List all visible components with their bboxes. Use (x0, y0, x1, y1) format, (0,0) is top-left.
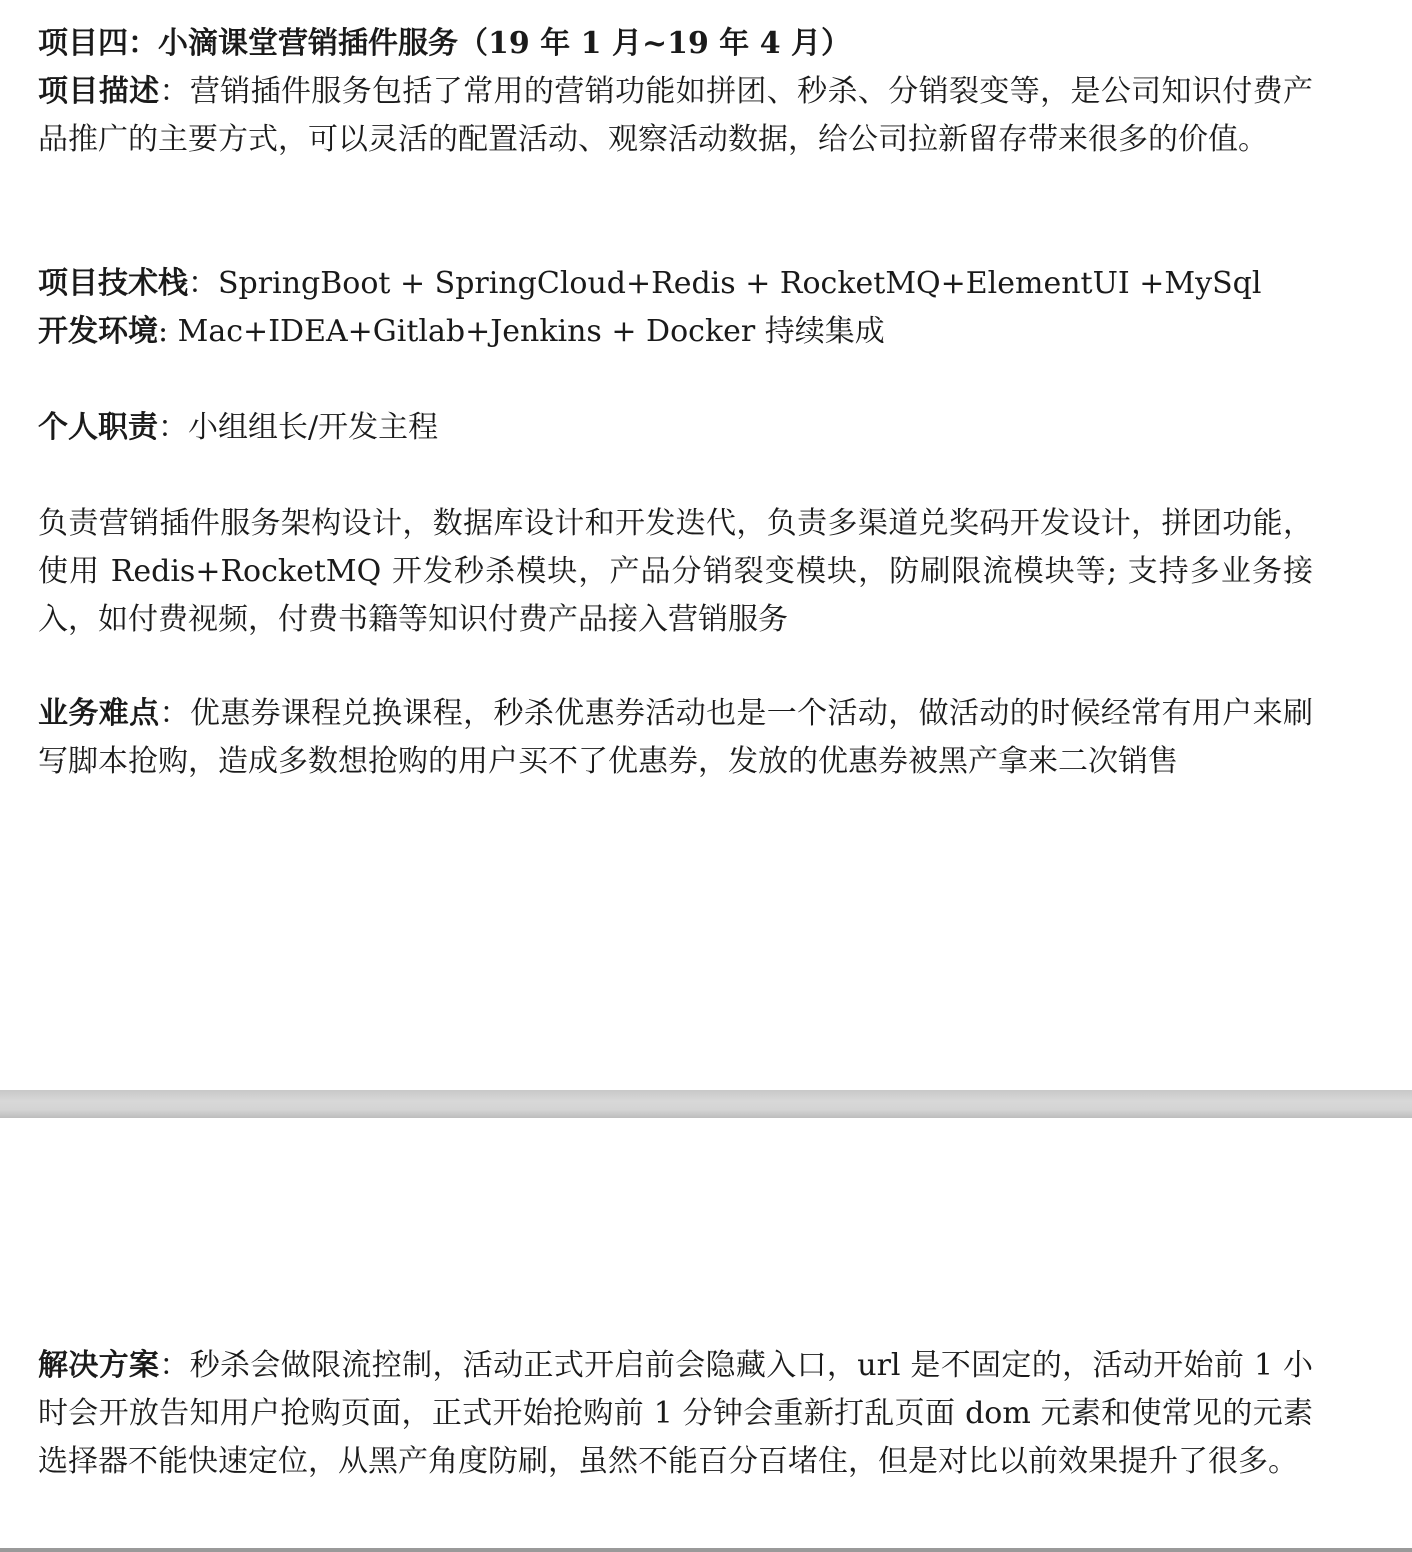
page-bottom-edge (0, 1548, 1412, 1552)
dev-environment-text: Mac+IDEA+Gitlab+Jenkins + Docker 持续集成 (177, 314, 885, 349)
difficulty-text: 优惠券课程兑换课程，秒杀优惠券活动也是一个活动，做活动的时候经常有用户来刷写脚本抢购，造成多数想抢购的用户买不了优惠券，发放的优惠券被黑产拿来二次销售 (38, 696, 1314, 779)
description-text: 营销插件服务包括了常用的营销功能如拼团、秒杀、分销裂变等，是公司知识付费产品推广的主要方式，可以灵活的配置活动、观察活动数据，给公司拉新留存带来很多的价值。 (38, 74, 1314, 157)
project-title: 项目四：小滴课堂营销插件服务（19 年 1 月~19 年 4 月） (38, 26, 852, 61)
page-break-divider (0, 1090, 1412, 1118)
tech-stack-separator: ： (188, 266, 218, 301)
description-separator: ： (159, 74, 190, 109)
solution (38, 1342, 1313, 1486)
personal-role-text: 小组组长/开发主程 (188, 410, 439, 445)
business-difficulty (38, 690, 1313, 786)
tech-stack (38, 260, 1313, 308)
solution-text: 秒杀会做限流控制，活动正式开启前会隐藏入口，url 是不固定的，活动开始前 1 小时会开放告知用户抢购页面，正式开始抢购前 1 分钟会重新打乱页面 dom 元素和使常见的元素选择器不能快速定位，从黑产角度防刷，虽然不能百分百堵住，但是对比以前效果提升了很多。 (38, 1348, 1314, 1479)
project-description (38, 68, 1313, 164)
difficulty-label: 业务难点 (38, 696, 160, 731)
personal-role-separator: ： (158, 410, 188, 445)
personal-role (38, 404, 1313, 452)
personal-role-label: 个人职责 (38, 410, 158, 445)
difficulty-separator: ： (159, 696, 190, 731)
tech-stack-label: 项目技术栈 (38, 266, 188, 301)
dev-environment-label: 开发环境 (38, 314, 158, 349)
description-label: 项目描述 (38, 74, 160, 109)
dev-environment (38, 308, 1313, 356)
responsibility-paragraph: 负责营销插件服务架构设计，数据库设计和开发迭代，负责多渠道兑奖码开发设计，拼团功能，使用 Redis+RocketMQ 开发秒杀模块，产品分销裂变模块，防刷限流模块等; 支持多业务接入，如付费视频，付费书籍等知识付费产品接入营销服务 (38, 506, 1313, 637)
solution-label: 解决方案 (38, 1348, 160, 1383)
tech-stack-text: SpringBoot + SpringCloud+Redis + RocketMQ+ElementUI +MySql (218, 266, 1262, 301)
solution-separator: ： (159, 1348, 190, 1383)
dev-environment-separator: : (158, 314, 178, 349)
